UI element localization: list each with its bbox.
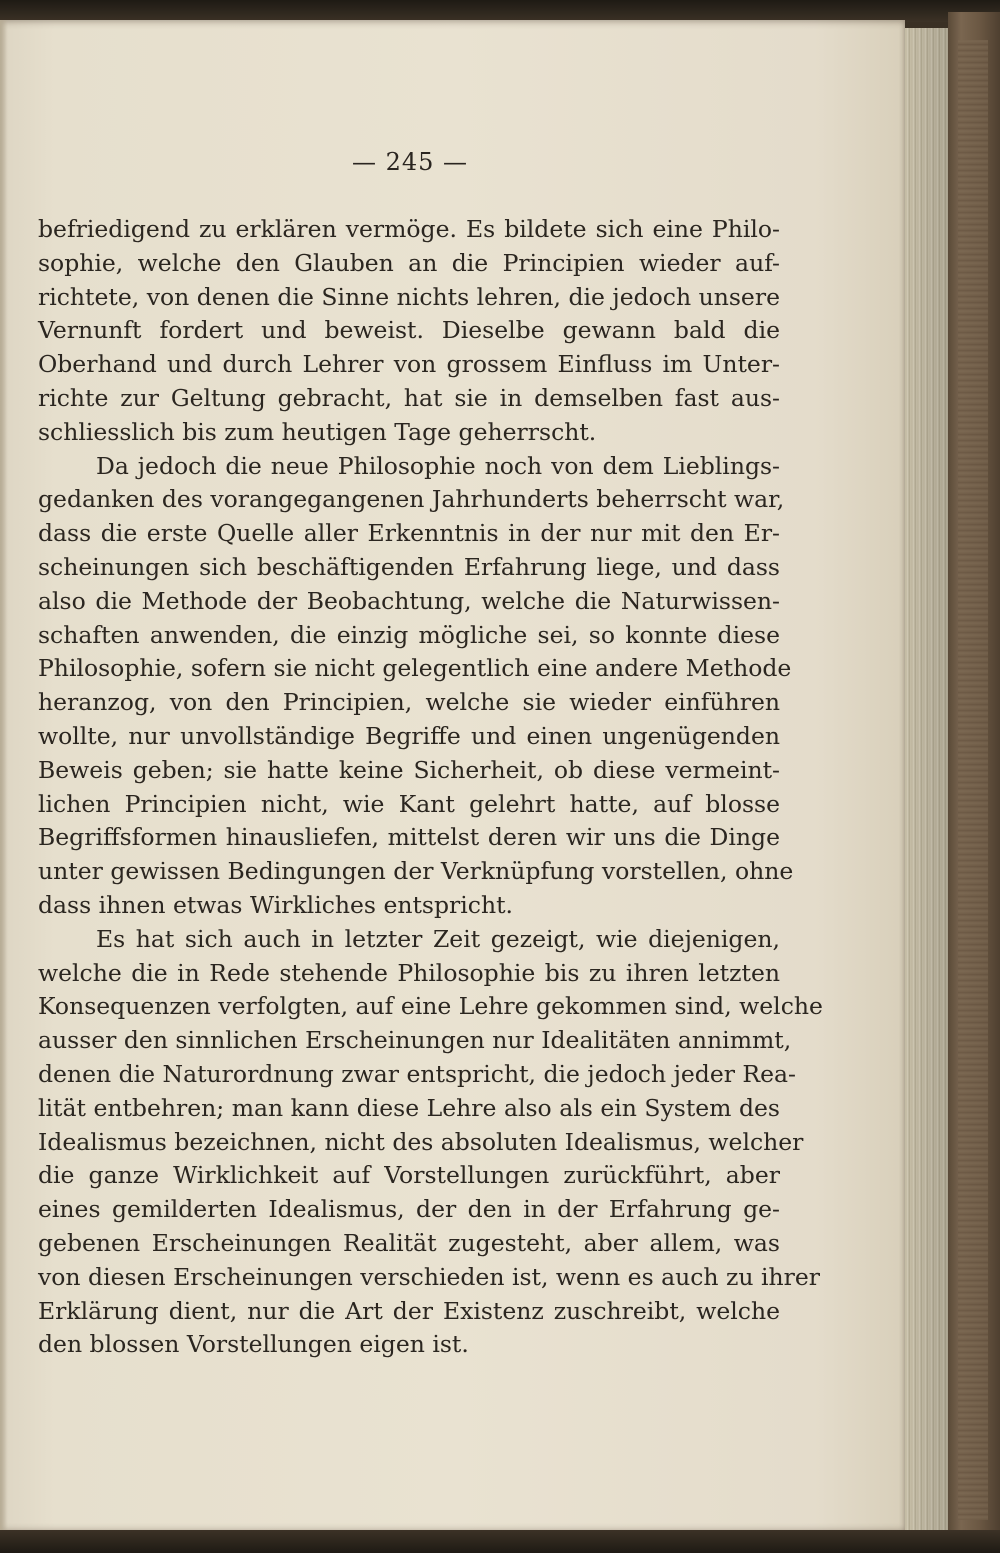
- text-line: Begriffsformen hinausliefen, mittelst deren wir uns die Dinge: [38, 823, 780, 852]
- text-line: den blossen Vorstellungen eigen ist.: [38, 1330, 469, 1359]
- text-line: sophie, welche den Glauben an die Principien wieder auf-: [38, 248, 780, 277]
- text-line: denen die Naturordnung zwar entspricht, die jedoch jeder Rea-: [38, 1059, 796, 1088]
- text-line: scheinungen sich beschäftigenden Erfahrung liege, und dass: [38, 552, 780, 581]
- paragraph: [38, 923, 823, 1362]
- text-line: also die Methode der Beobachtung, welche die Naturwissen-: [38, 586, 780, 615]
- text-line: welche die in Rede stehende Philosophie bis zu ihren letzten: [38, 958, 780, 987]
- text-line: dass die erste Quelle aller Erkenntnis in der nur mit den Er-: [38, 519, 780, 548]
- text-line: unter gewissen Bedingungen der Verknüpfung vorstellen, ohne: [38, 857, 794, 886]
- book-cover-texture: [958, 40, 988, 1520]
- text-line: richte zur Geltung gebracht, hat sie in demselben fast aus-: [38, 383, 780, 412]
- text-line: lität entbehren; man kann diese Lehre also als ein System des: [38, 1093, 780, 1122]
- scan-bottom-edge: [0, 1530, 1000, 1553]
- paragraph: [38, 450, 794, 923]
- text-line: eines gemilderten Idealismus, der den in der Erfahrung ge-: [38, 1195, 780, 1224]
- text-line: Oberhand und durch Lehrer von grossem Einfluss im Unter-: [38, 350, 780, 379]
- text-line: schaften anwenden, die einzig mögliche sei, so konnte diese: [38, 620, 780, 649]
- text-line: heranzog, von den Principien, welche sie wieder einführen: [38, 688, 780, 717]
- text-line: Da jedoch die neue Philosophie noch von dem Lieblings-: [96, 451, 780, 480]
- text-line: wollte, nur unvollständige Begriffe und einen ungenügenden: [38, 721, 780, 750]
- text-line: Idealismus bezeichnen, nicht des absoluten Idealismus, welcher: [38, 1127, 804, 1156]
- text-line: lichen Principien nicht, wie Kant gelehrt hatte, auf blosse: [38, 789, 780, 818]
- text-line: richtete, von denen die Sinne nichts lehren, die jedoch unsere: [38, 282, 780, 311]
- text-line: ausser den sinnlichen Erscheinungen nur Idealitäten annimmt,: [38, 1026, 792, 1055]
- text-line: dass ihnen etwas Wirkliches entspricht.: [38, 890, 513, 919]
- text-line: schliesslich bis zum heutigen Tage geherrscht.: [38, 417, 597, 446]
- page-edges-shadow: [900, 28, 948, 1538]
- page-gutter-shadow: [0, 20, 8, 1532]
- scan-top-edge: [0, 0, 1000, 22]
- text-line: Erklärung dient, nur die Art der Existenz zuschreibt, welche: [38, 1296, 780, 1325]
- text-line: die ganze Wirklichkeit auf Vorstellungen zurückführt, aber: [38, 1161, 780, 1190]
- text-line: Konsequenzen verfolgten, auf eine Lehre gekommen sind, welche: [38, 992, 823, 1021]
- text-line: Beweis geben; sie hatte keine Sicherheit, ob diese vermeint-: [38, 755, 780, 784]
- paragraph: [38, 213, 780, 450]
- text-line: Es hat sich auch in letzter Zeit gezeigt, wie diejenigen,: [96, 924, 780, 953]
- text-line: Vernunft fordert und beweist. Dieselbe gewann bald die: [38, 316, 780, 345]
- text-line: gedanken des vorangegangenen Jahrhunderts beherrscht war,: [38, 485, 785, 514]
- text-line: befriedigend zu erklären vermöge. Es bildete sich eine Philo-: [38, 215, 780, 243]
- text-line: gebenen Erscheinungen Realität zugesteht, aber allem, was: [38, 1228, 780, 1257]
- text-line: Philosophie, sofern sie nicht gelegentlich eine andere Methode: [38, 654, 792, 683]
- text-line: von diesen Erscheinungen verschieden ist, wenn es auch zu ihrer: [38, 1262, 821, 1291]
- page-number: — 245 —: [351, 148, 469, 176]
- body-text: [38, 213, 823, 1362]
